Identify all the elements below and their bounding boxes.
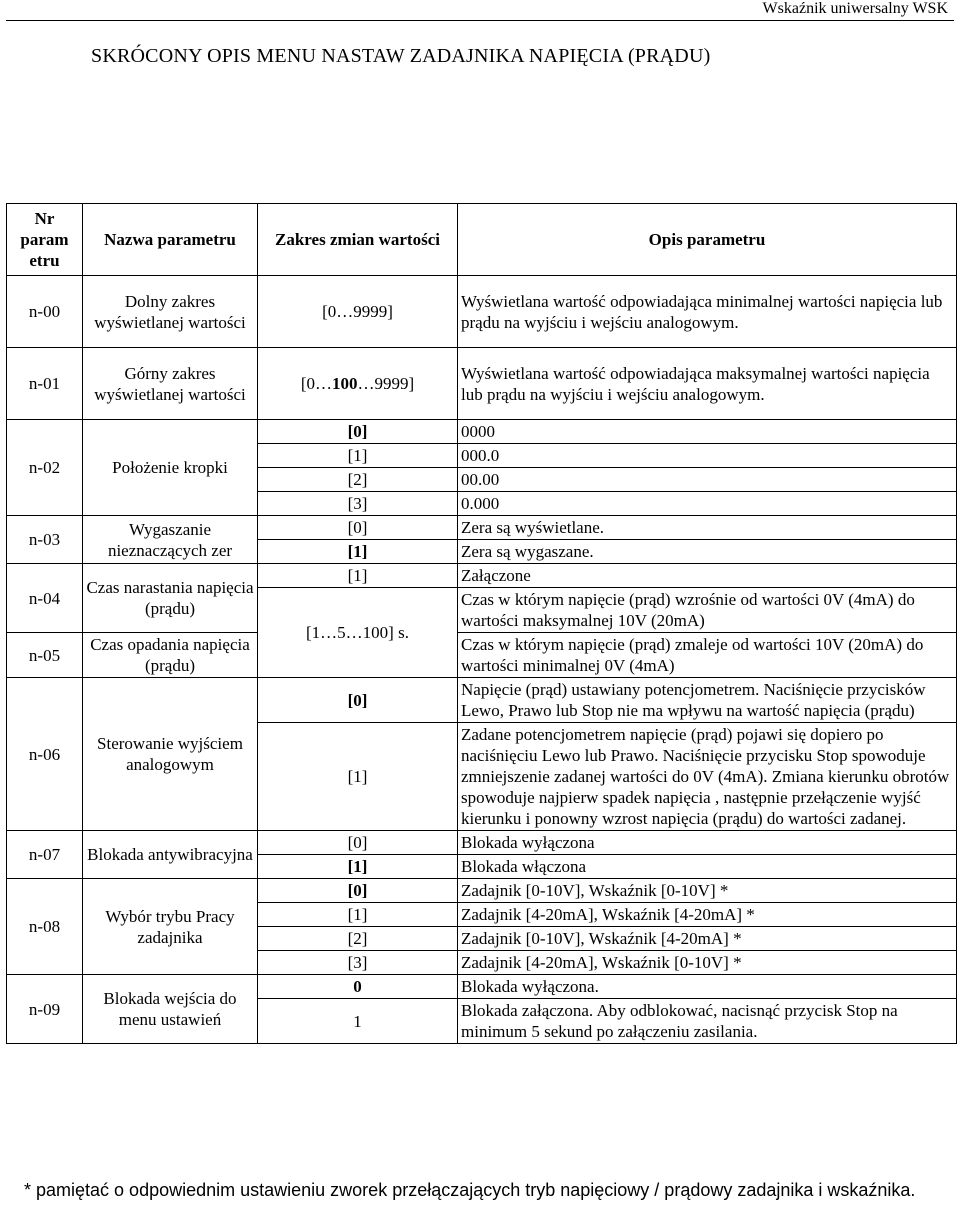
param-nr: n-02 — [7, 420, 83, 516]
param-nr: n-01 — [7, 348, 83, 420]
option-desc: Zadajnik [4-20mA], Wskaźnik [4-20mA] * — [458, 903, 957, 927]
table-row — [7, 420, 957, 444]
param-desc: Czas w którym napięcie (prąd) wzrośnie od wartości 0V (4mA) do wartości maksymalnej 10V (20mA) — [458, 588, 957, 633]
param-name: Sterowanie wyjściem analogowym — [83, 678, 258, 831]
param-nr: n-08 — [7, 879, 83, 975]
option-desc: Zadajnik [4-20mA], Wskaźnik [0-10V] * — [458, 951, 957, 975]
option-desc: Zadane potencjometrem napięcie (prąd) pojawi się dopiero po naciśnięciu Lewo lub Prawo. Naciśnięcie przycisku Stop spowoduje zmniejszenie zadanej wartości do 0V (4mA). Zmiana kierunku obrotów spowoduje najpierw spadek napięcia , następnie przełączenie wyjść kierunku i ponowny wzrost napięcia (prądu) do wartości zadanej. — [458, 723, 957, 831]
param-name: Wybór trybu Pracy zadajnika — [83, 879, 258, 975]
param-nr: n-03 — [7, 516, 83, 564]
table-row — [7, 633, 957, 678]
table-row — [7, 516, 957, 540]
param-name: Górny zakres wyświetlanej wartości — [83, 348, 258, 420]
option-value: [2] — [258, 927, 458, 951]
param-desc: Wyświetlana wartość odpowiadająca minimalnej wartości napięcia lub prądu na wyjściu i wejściu analogowym. — [458, 276, 957, 348]
header-nr: Nr param etru — [7, 204, 83, 276]
param-desc: Wyświetlana wartość odpowiadająca maksymalnej wartości napięcia lub prądu na wyjściu i wejściu analogowym. — [458, 348, 957, 420]
option-value: [0] — [258, 678, 458, 723]
header-doc-title: Wskaźnik uniwersalny WSK — [762, 0, 948, 17]
footnote: * pamiętać o odpowiednim ustawieniu zworek przełączających tryb napięciowy / prądowy zadajnika i wskaźnika. — [24, 1180, 916, 1200]
option-desc: 000.0 — [458, 444, 957, 468]
range-default: 100 — [332, 374, 358, 393]
header-name: Nazwa parametru — [83, 204, 258, 276]
range-end: …9999] — [357, 374, 415, 393]
option-value: [1] — [258, 903, 458, 927]
option-value: [1] — [258, 564, 458, 588]
page-title: SKRÓCONY OPIS MENU NASTAW ZADAJNIKA NAPIĘCIA (PRĄDU) — [91, 45, 711, 67]
option-desc: Blokada wyłączona. — [458, 975, 957, 999]
option-desc: Załączone — [458, 564, 957, 588]
param-nr: n-09 — [7, 975, 83, 1044]
option-desc: Blokada załączona. Aby odblokować, nacisnąć przycisk Stop na minimum 5 sekund po załączeniu zasilania. — [458, 999, 957, 1044]
table-row — [7, 348, 957, 420]
page-header — [0, 0, 960, 22]
option-desc: 00.00 — [458, 468, 957, 492]
param-range — [258, 348, 458, 420]
option-value: [1] — [258, 540, 458, 564]
param-range: [1…5…100] s. — [258, 588, 458, 678]
param-name: Położenie kropki — [83, 420, 258, 516]
table-row — [7, 879, 957, 903]
option-value: [0] — [258, 879, 458, 903]
param-name: Wygaszanie nieznaczących zer — [83, 516, 258, 564]
param-nr: n-04 — [7, 564, 83, 633]
param-name: Czas opadania napięcia (prądu) — [83, 633, 258, 678]
param-range: [0…9999] — [258, 276, 458, 348]
range-start: [0… — [300, 374, 332, 393]
param-name: Blokada antywibracyjna — [83, 831, 258, 879]
option-desc: Blokada włączona — [458, 855, 957, 879]
header-desc: Opis parametru — [458, 204, 957, 276]
param-name: Czas narastania napięcia (prądu) — [83, 564, 258, 633]
option-desc: Zera są wygaszane. — [458, 540, 957, 564]
option-desc: Blokada wyłączona — [458, 831, 957, 855]
param-name: Dolny zakres wyświetlanej wartości — [83, 276, 258, 348]
table-row — [7, 276, 957, 348]
option-desc: Zera są wyświetlane. — [458, 516, 957, 540]
option-value: [0] — [258, 516, 458, 540]
option-desc: Zadajnik [0-10V], Wskaźnik [4-20mA] * — [458, 927, 957, 951]
option-value: [1] — [258, 855, 458, 879]
table-header-row — [7, 204, 957, 276]
parameters-table — [6, 203, 957, 1044]
option-value: [1] — [258, 444, 458, 468]
option-value: [0] — [258, 420, 458, 444]
header-range: Zakres zmian wartości — [258, 204, 458, 276]
option-desc: 0.000 — [458, 492, 957, 516]
option-value: [2] — [258, 468, 458, 492]
table-row — [7, 975, 957, 999]
option-desc: 0000 — [458, 420, 957, 444]
param-nr: n-05 — [7, 633, 83, 678]
table-row — [7, 678, 957, 723]
header-rule — [6, 20, 954, 21]
option-value: [3] — [258, 492, 458, 516]
param-nr: n-00 — [7, 276, 83, 348]
table-row — [7, 564, 957, 588]
option-desc: Zadajnik [0-10V], Wskaźnik [0-10V] * — [458, 879, 957, 903]
option-value: [3] — [258, 951, 458, 975]
param-nr: n-06 — [7, 678, 83, 831]
option-value: [1] — [258, 723, 458, 831]
option-value: 1 — [258, 999, 458, 1044]
option-value: 0 — [258, 975, 458, 999]
param-nr: n-07 — [7, 831, 83, 879]
param-name: Blokada wejścia do menu ustawień — [83, 975, 258, 1044]
param-desc: Czas w którym napięcie (prąd) zmaleje od wartości 10V (20mA) do wartości minimalnej 0V (4mA) — [458, 633, 957, 678]
option-desc: Napięcie (prąd) ustawiany potencjometrem. Naciśnięcie przycisków Lewo, Prawo lub Stop nie ma wpływu na wartość napięcia (prądu) — [458, 678, 957, 723]
table-row — [7, 831, 957, 855]
option-value: [0] — [258, 831, 458, 855]
